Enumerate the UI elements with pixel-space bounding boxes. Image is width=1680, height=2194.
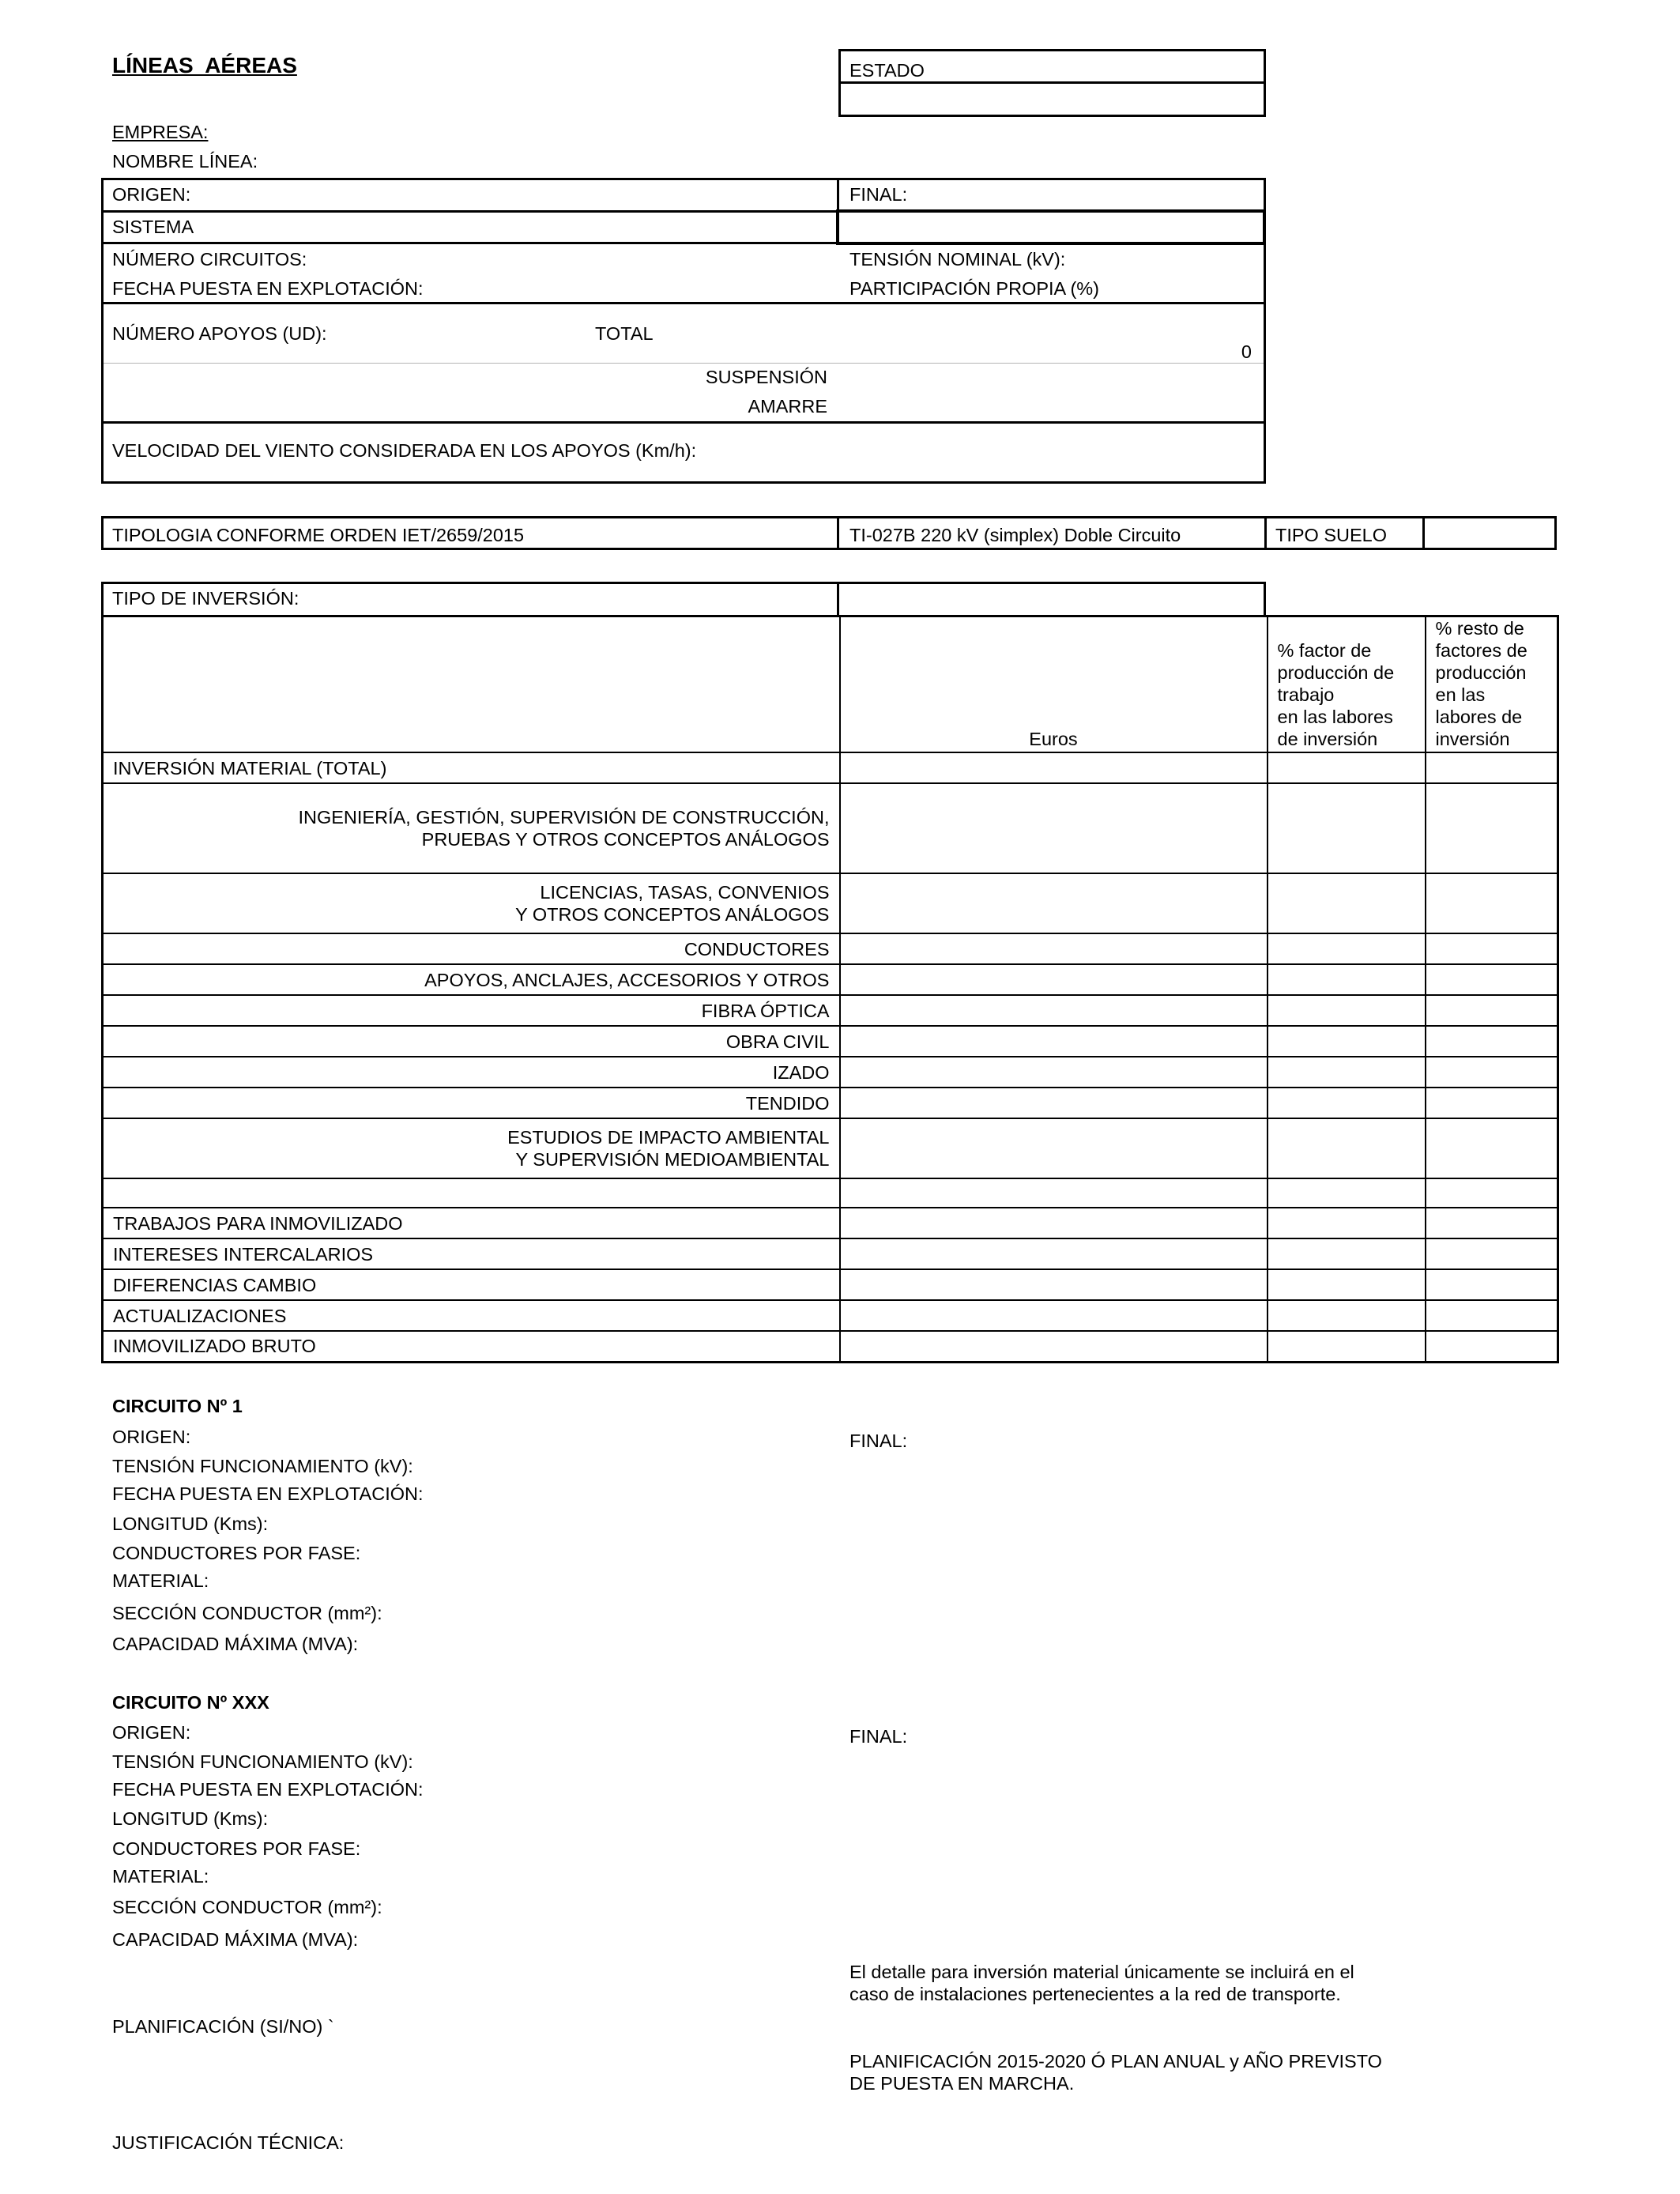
row-label: APOYOS, ANCLAJES, ACCESORIOS Y OTROS: [103, 964, 840, 995]
euros-cell[interactable]: [840, 873, 1268, 933]
tipo-suelo-value-field[interactable]: [1425, 518, 1554, 548]
factor-trabajo-cell[interactable]: [1268, 873, 1426, 933]
factor-trabajo-cell[interactable]: [1268, 1331, 1426, 1362]
sistema-label: SISTEMA: [112, 217, 194, 237]
row-label: INVERSIÓN MATERIAL (TOTAL): [103, 752, 840, 783]
row-label: LICENCIAS, TASAS, CONVENIOS Y OTROS CONCEPTOS ANÁLOGOS: [103, 873, 840, 933]
circuit-title: CIRCUITO Nº 1: [112, 1396, 243, 1416]
circuit-conductores-label: CONDUCTORES POR FASE:: [112, 1543, 361, 1563]
page-title: LÍNEAS AÉREAS: [112, 53, 297, 77]
tipo-inversion-value-field[interactable]: [839, 584, 1264, 615]
circuit-final-label: FINAL:: [849, 1726, 908, 1747]
factor-trabajo-cell[interactable]: [1268, 783, 1426, 873]
euros-cell[interactable]: [840, 783, 1268, 873]
table-row: [103, 995, 1558, 1026]
table-header-row: [103, 616, 1558, 753]
euros-cell[interactable]: [840, 1300, 1268, 1331]
apoyos-amarre-label: AMARRE: [748, 396, 827, 417]
resto-factores-cell[interactable]: [1426, 1238, 1558, 1269]
table-row: [103, 964, 1558, 995]
tension-nominal-label: TENSIÓN NOMINAL (kV):: [849, 249, 1066, 270]
resto-factores-cell[interactable]: [1426, 873, 1558, 933]
inversion-table: [101, 615, 1559, 1363]
apoyos-suspension-label: SUSPENSIÓN: [705, 367, 827, 387]
euros-cell[interactable]: [840, 1118, 1268, 1178]
header-euros: Euros: [840, 616, 1268, 753]
circuit-title: CIRCUITO Nº XXX: [112, 1692, 269, 1713]
nombre-linea-label: NOMBRE LÍNEA:: [112, 151, 258, 172]
table-row: [103, 1208, 1558, 1238]
resto-factores-cell[interactable]: [1426, 1118, 1558, 1178]
euros-cell[interactable]: [840, 1238, 1268, 1269]
euros-cell[interactable]: [840, 1208, 1268, 1238]
circuit-longitud-label: LONGITUD (Kms):: [112, 1808, 269, 1829]
row-label: IZADO: [103, 1057, 840, 1088]
row-label: ESTUDIOS DE IMPACTO AMBIENTAL Y SUPERVISIÓN MEDIOAMBIENTAL: [103, 1118, 840, 1178]
table-row: [103, 933, 1558, 964]
factor-trabajo-cell[interactable]: [1268, 1057, 1426, 1088]
factor-trabajo-cell[interactable]: [1268, 1208, 1426, 1238]
resto-factores-cell[interactable]: [1426, 1088, 1558, 1118]
factor-trabajo-cell[interactable]: [1268, 1118, 1426, 1178]
tipo-inversion-label: TIPO DE INVERSIÓN:: [112, 588, 299, 609]
row-label: OBRA CIVIL: [103, 1026, 840, 1057]
header-factor-trabajo: % factor de producción de trabajo en las labores de inversión: [1268, 616, 1426, 753]
resto-factores-cell[interactable]: [1426, 783, 1558, 873]
factor-trabajo-cell[interactable]: [1268, 1269, 1426, 1300]
estado-label: ESTADO: [849, 60, 925, 81]
apoyos-total-label: TOTAL: [595, 323, 654, 344]
factor-trabajo-cell[interactable]: [1268, 1088, 1426, 1118]
row-label: [103, 1178, 840, 1208]
row-label: ACTUALIZACIONES: [103, 1300, 840, 1331]
row-label: TRABAJOS PARA INMOVILIZADO: [103, 1208, 840, 1238]
circuit-material-label: MATERIAL:: [112, 1866, 209, 1887]
euros-cell[interactable]: [840, 1178, 1268, 1208]
circuit-fecha-label: FECHA PUESTA EN EXPLOTACIÓN:: [112, 1483, 424, 1504]
justificacion-tecnica-label: JUSTIFICACIÓN TÉCNICA:: [112, 2132, 345, 2153]
circuit-fecha-label: FECHA PUESTA EN EXPLOTACIÓN:: [112, 1779, 424, 1800]
resto-factores-cell[interactable]: [1426, 995, 1558, 1026]
table-row: [103, 1269, 1558, 1300]
empresa-label: EMPRESA:: [112, 122, 209, 142]
resto-factores-cell[interactable]: [1426, 1269, 1558, 1300]
resto-factores-cell[interactable]: [1426, 1057, 1558, 1088]
circuit-capacidad-label: CAPACIDAD MÁXIMA (MVA):: [112, 1929, 359, 1950]
euros-cell[interactable]: [840, 933, 1268, 964]
table-row: [103, 1057, 1558, 1088]
table-row: [103, 1300, 1558, 1331]
table-row: [103, 1238, 1558, 1269]
circuit-origen-label: ORIGEN:: [112, 1722, 191, 1743]
circuit-tension-label: TENSIÓN FUNCIONAMIENTO (kV):: [112, 1456, 413, 1476]
resto-factores-cell[interactable]: [1426, 1178, 1558, 1208]
planificacion-hint-line-2: DE PUESTA EN MARCHA.: [849, 2073, 1075, 2094]
divider: [1264, 516, 1267, 550]
circuit-seccion-label: SECCIÓN CONDUCTOR (mm²):: [112, 1897, 382, 1917]
euros-cell[interactable]: [840, 1026, 1268, 1057]
circuit-seccion-label: SECCIÓN CONDUCTOR (mm²):: [112, 1603, 382, 1623]
euros-cell[interactable]: [840, 1057, 1268, 1088]
table-row: [103, 783, 1558, 873]
circuit-capacidad-label: CAPACIDAD MÁXIMA (MVA):: [112, 1634, 359, 1654]
euros-cell[interactable]: [840, 1331, 1268, 1362]
planificacion-hint-line-1: PLANIFICACIÓN 2015-2020 Ó PLAN ANUAL y AÑO PREVISTO: [849, 2051, 1382, 2071]
resto-factores-cell[interactable]: [1426, 964, 1558, 995]
tipo-suelo-label: TIPO SUELO: [1275, 525, 1388, 545]
numero-apoyos-label: NÚMERO APOYOS (UD):: [112, 323, 327, 344]
factor-trabajo-cell[interactable]: [1268, 1300, 1426, 1331]
final-label: FINAL:: [849, 184, 908, 205]
row-label: INGENIERÍA, GESTIÓN, SUPERVISIÓN DE CONSTRUCCIÓN, PRUEBAS Y OTROS CONCEPTOS ANÁLOGOS: [103, 783, 840, 873]
euros-cell[interactable]: [840, 1269, 1268, 1300]
factor-trabajo-cell[interactable]: [1268, 752, 1426, 783]
euros-cell[interactable]: [840, 964, 1268, 995]
fecha-puesta-label: FECHA PUESTA EN EXPLOTACIÓN:: [112, 278, 424, 299]
resto-factores-cell[interactable]: [1426, 1331, 1558, 1362]
circuit-tension-label: TENSIÓN FUNCIONAMIENTO (kV):: [112, 1751, 413, 1772]
table-row: [103, 873, 1558, 933]
circuit-longitud-label: LONGITUD (Kms):: [112, 1514, 269, 1534]
planificacion-label: PLANIFICACIÓN (SI/NO) `: [112, 2016, 334, 2037]
circuit-material-label: MATERIAL:: [112, 1570, 209, 1591]
row-label: FIBRA ÓPTICA: [103, 995, 840, 1026]
table-row: [103, 1026, 1558, 1057]
factor-trabajo-cell[interactable]: [1268, 995, 1426, 1026]
sistema-value-field[interactable]: [836, 209, 1266, 245]
resto-factores-cell[interactable]: [1426, 1300, 1558, 1331]
resto-factores-cell[interactable]: [1426, 1026, 1558, 1057]
euros-cell[interactable]: [840, 752, 1268, 783]
resto-factores-cell[interactable]: [1426, 1208, 1558, 1238]
factor-trabajo-cell[interactable]: [1268, 964, 1426, 995]
euros-cell[interactable]: [840, 1088, 1268, 1118]
resto-factores-cell[interactable]: [1426, 752, 1558, 783]
divider: [837, 516, 839, 550]
circuit-origen-label: ORIGEN:: [112, 1427, 191, 1447]
factor-trabajo-cell[interactable]: [1268, 1178, 1426, 1208]
velocidad-viento-label: VELOCIDAD DEL VIENTO CONSIDERADA EN LOS APOYOS (Km/h):: [112, 440, 697, 461]
table-row: [103, 1331, 1558, 1362]
row-label: INTERESES INTERCALARIOS: [103, 1238, 840, 1269]
header-resto-factores: % resto de factores de producción en las labores de inversión: [1426, 616, 1558, 753]
note-line-2: caso de instalaciones pertenecientes a la red de transporte.: [849, 1984, 1341, 2004]
resto-factores-cell[interactable]: [1426, 933, 1558, 964]
factor-trabajo-cell[interactable]: [1268, 1026, 1426, 1057]
row-label: TENDIDO: [103, 1088, 840, 1118]
table-row: [103, 1118, 1558, 1178]
note-line-1: El detalle para inversión material únicamente se incluirá en el: [849, 1962, 1354, 1982]
divider: [101, 421, 1266, 424]
divider: [104, 363, 1264, 364]
participacion-label: PARTICIPACIÓN PROPIA (%): [849, 278, 1099, 299]
apoyos-total-value: 0: [1241, 341, 1252, 362]
circuit-conductores-label: CONDUCTORES POR FASE:: [112, 1838, 361, 1859]
factor-trabajo-cell[interactable]: [1268, 933, 1426, 964]
row-label: DIFERENCIAS CAMBIO: [103, 1269, 840, 1300]
circuit-final-label: FINAL:: [849, 1431, 908, 1451]
table-row: [103, 752, 1558, 783]
table-row: [103, 1088, 1558, 1118]
tipologia-label: TIPOLOGIA CONFORME ORDEN IET/2659/2015: [112, 525, 525, 545]
factor-trabajo-cell[interactable]: [1268, 1238, 1426, 1269]
table-row-blank: [103, 1178, 1558, 1208]
header-blank-cell: [103, 616, 840, 753]
estado-value-field[interactable]: [841, 84, 1264, 115]
euros-cell[interactable]: [840, 995, 1268, 1026]
numero-circuitos-label: NÚMERO CIRCUITOS:: [112, 249, 307, 270]
origen-label: ORIGEN:: [112, 184, 191, 205]
row-label: INMOVILIZADO BRUTO: [103, 1331, 840, 1362]
row-label: CONDUCTORES: [103, 933, 840, 964]
tipologia-value: TI-027B 220 kV (simplex) Doble Circuito: [849, 525, 1181, 545]
divider: [101, 302, 1266, 304]
